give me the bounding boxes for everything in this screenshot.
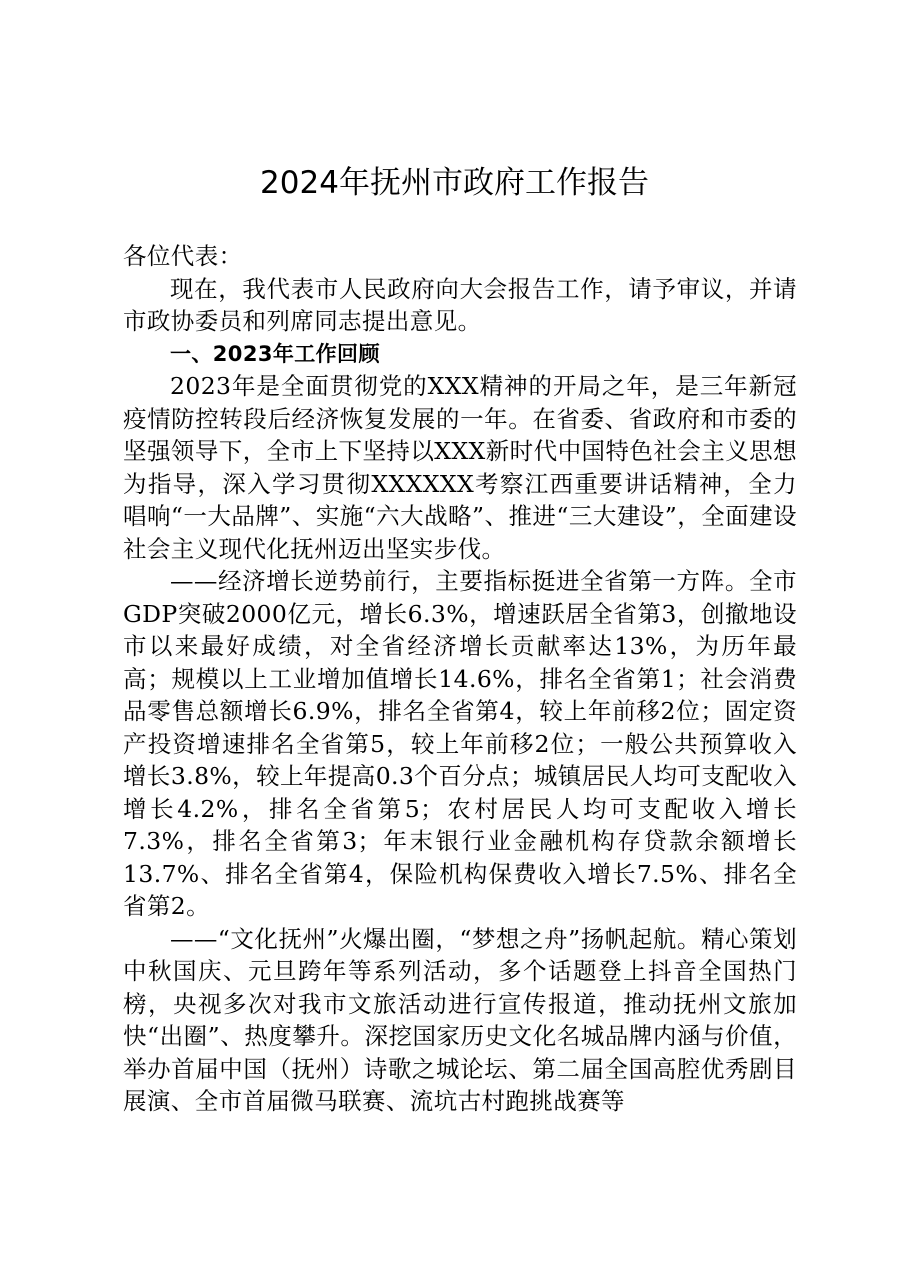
paragraph-culture: ——“文化抚州”火爆出圈，“梦想之舟”扬帆起航。精心策划中秋国庆、元旦跨年等系列活动，多个话题登上抖音全国热门榜，央视多次对我市文旅活动进行宣传报道，推动抚州文旅加快“出圈”、热度攀升。深挖国家历史文化名城品牌内涵与价值，举办首届中国（抚州）诗歌之城论坛、第二届全国高腔优秀剧目展演、全市首届微马联赛、流坑古村跑挑战赛等 [123,924,797,1115]
salutation: 各位代表： [123,242,243,270]
section-heading: 一、2023年工作回顾 [170,341,380,366]
paragraph-economy: ——经济增长逆势前行，主要指标挺进全省第一方阵。全市GDP突破2000亿元，增长6.3%，增速跃居全省第3，创撤地设市以来最好成绩，对全省经济增长贡献率达13%，为历年最高；规模以上工业增加值增长14.6%，排名全省第1；社会消费品零售总额增长6.9%，排名全省第4，较上年前移2位；固定资产投资增速排名全省第5，较上年前移2位；一般公共预算收入增长3.8%，较上年提高0.3个百分点；城镇居民人均可支配收入增长4.2%，排名全省第5；农村居民人均可支配收入增长7.3%，排名全省第3；年末银行业金融机构存贷款余额增长13.7%、排名全省第4，保险机构保费收入增长7.5%、排名全省第2。 [123,567,797,920]
document-body [123,240,797,1118]
document-title: 2024年抚州市政府工作报告 [260,165,649,201]
paragraph-intro: 现在，我代表市人民政府向大会报告工作，请予审议，并请市政协委员和列席同志提出意见。 [123,274,797,335]
paragraph-overview: 2023年是全面贯彻党的XXX精神的开局之年，是三年新冠疫情防控转段后经济恢复发展的一年。在省委、省政府和市委的坚强领导下，全市上下坚持以XXX新时代中国特色社会主义思想为指导，深入学习贯彻XXXXXX考察江西重要讲话精神，全力唱响“一大品牌”、实施“六大战略”、推进“三大建设”，全面建设社会主义现代化抚州迈出坚实步伐。 [123,372,797,563]
